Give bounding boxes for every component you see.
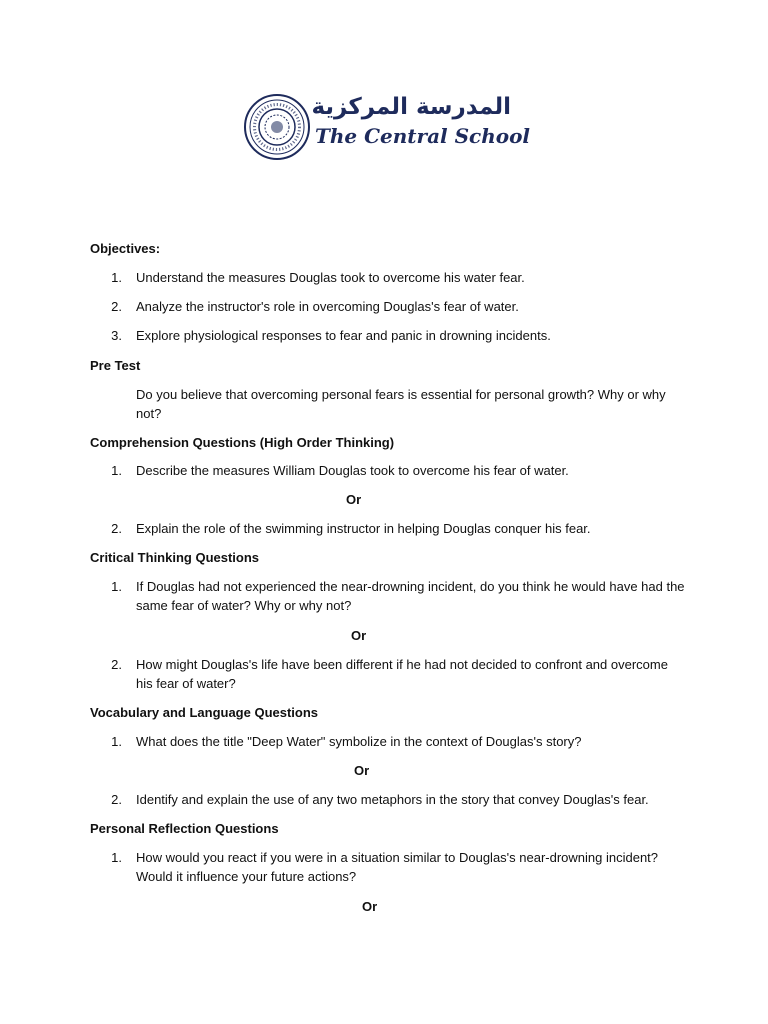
reflection-question: How would you react if you were in a situation similar to Douglas's near-drowning incident? (136, 850, 659, 865)
vocabulary-question: Identify and explain the use of any two metaphors in the story that convey Douglas's fear. (136, 792, 649, 807)
critical-question-cont: his fear of water? (136, 676, 236, 691)
or-separator: Or (346, 492, 362, 507)
list-number: 1. (111, 579, 122, 594)
comprehension-question: Explain the role of the swimming instructor in helping Douglas conquer his fear. (136, 521, 591, 536)
school-name-arabic: المدرسة المركزية (311, 94, 511, 120)
critical-question: If Douglas had not experienced the near-drowning incident, do you think he would have had the (136, 579, 685, 594)
objective-item: Understand the measures Douglas took to overcome his water fear. (136, 270, 525, 285)
critical-question: How might Douglas's life have been different if he had not decided to confront and overcome (136, 657, 668, 672)
list-number: 1. (111, 850, 122, 865)
reflection-heading: Personal Reflection Questions (90, 821, 279, 836)
list-number: 2. (111, 299, 122, 314)
vocabulary-heading: Vocabulary and Language Questions (90, 705, 319, 720)
pre-test-heading: Pre Test (90, 358, 141, 373)
school-seal-icon (243, 93, 311, 161)
critical-question-cont: same fear of water? Why or why not? (136, 598, 352, 613)
or-separator: Or (351, 628, 367, 643)
vocabulary-question: What does the title "Deep Water" symbolize in the context of Douglas's story? (136, 734, 582, 749)
list-number: 2. (111, 657, 122, 672)
objectives-heading: Objectives: (90, 241, 161, 256)
list-number: 2. (111, 521, 122, 536)
or-separator: Or (362, 899, 378, 914)
school-name-english: The Central School (315, 124, 531, 148)
objective-item: Explore physiological responses to fear and panic in drowning incidents. (136, 328, 551, 343)
critical-thinking-heading: Critical Thinking Questions (90, 550, 260, 565)
list-number: 1. (111, 734, 122, 749)
list-number: 3. (111, 328, 122, 343)
comprehension-question: Describe the measures William Douglas took to overcome his fear of water. (136, 463, 569, 478)
comprehension-heading: Comprehension Questions (High Order Thinking) (90, 435, 395, 450)
list-number: 1. (111, 463, 122, 478)
objective-item: Analyze the instructor's role in overcoming Douglas's fear of water. (136, 299, 519, 314)
or-separator: Or (354, 763, 370, 778)
school-logo (243, 93, 531, 163)
list-number: 2. (111, 792, 122, 807)
pre-test-question-cont: not? (136, 406, 162, 421)
list-number: 1. (111, 270, 122, 285)
pre-test-question: Do you believe that overcoming personal fears is essential for personal growth? Why or why (136, 387, 666, 402)
reflection-question-cont: Would it influence your future actions? (136, 869, 357, 884)
